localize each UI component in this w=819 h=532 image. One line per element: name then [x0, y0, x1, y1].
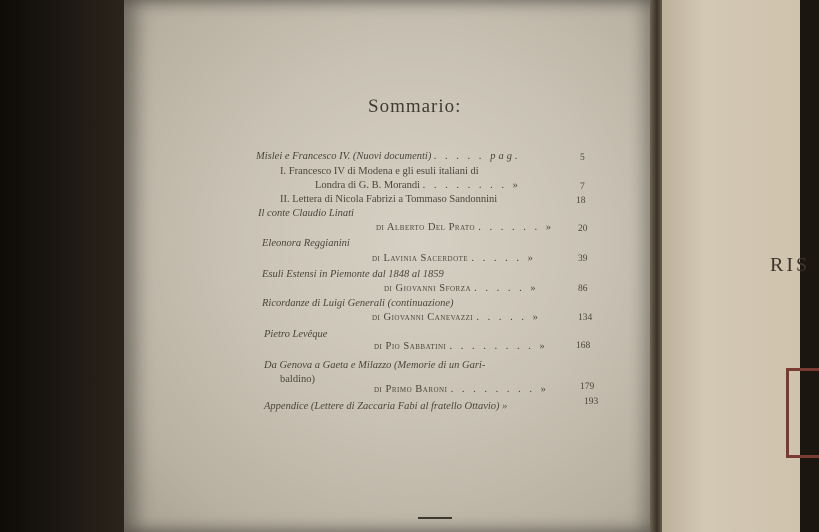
toc-page-number: 168 [576, 341, 591, 351]
toc-entry-author: di Lavinia Sacerdote . . . . . » [372, 253, 536, 264]
toc-entry-title: Da Genova a Gaeta e Milazzo (Memorie di un Gari- [264, 360, 486, 371]
toc-entry-title-cont: baldino) [280, 374, 315, 385]
toc-entry-title: Mislei e Francesco IV. (Nuovi documenti) . . . . . pag. [256, 151, 521, 162]
toc-entry-title: Pietro Levêque [264, 329, 328, 340]
page-title: Sommario: [368, 96, 462, 117]
background-left [0, 0, 125, 532]
toc-entry-author: di Giovanni Canevazzi . . . . . » [372, 312, 541, 323]
toc-page-number: 86 [578, 284, 588, 294]
toc-entry-author: di Alberto Del Prato . . . . . . » [376, 222, 554, 233]
right-page-heading: RIS [770, 254, 811, 276]
toc-subentry: II. Lettera di Nicola Fabrizi a Tommaso Sandonnini [280, 194, 498, 205]
stamp-border [786, 368, 819, 458]
toc-page-number: 18 [576, 196, 586, 206]
toc-entry-author: di Pio Sabbatini . . . . . . . . » [374, 341, 548, 352]
toc-subentry-author: Londra di G. B. Morandi . . . . . . . . » [315, 180, 521, 191]
book-page [124, 0, 652, 532]
toc-entry-title: Appendice (Lettere di Zaccaria Fabi al fratello Ottavio) » [264, 401, 508, 412]
toc-page-number: 5 [580, 153, 585, 163]
toc-entry-title: Eleonora Reggianini [262, 238, 350, 249]
toc-entry-author: di Giovanni Sforza . . . . . » [384, 283, 539, 294]
bottom-rule [418, 517, 452, 519]
toc-entry-title: Il conte Claudio Linati [258, 208, 354, 219]
toc-entry-title: Ricordanze di Luigi Generali (continuazione) [262, 298, 454, 309]
toc-page-number: 7 [580, 182, 585, 192]
toc-page-number: 134 [578, 313, 593, 323]
toc-subentry: I. Francesco IV di Modena e gli esuli italiani di [280, 166, 479, 177]
toc-page-number: 20 [578, 224, 588, 234]
toc-entry-author: di Primo Baroni . . . . . . . . » [374, 384, 549, 395]
toc-page-number: 179 [580, 382, 595, 392]
toc-page-number: 193 [584, 397, 599, 407]
toc-entry-title: Esuli Estensi in Piemonte dal 1848 al 1859 [262, 269, 444, 280]
toc-page-number: 39 [578, 254, 588, 264]
